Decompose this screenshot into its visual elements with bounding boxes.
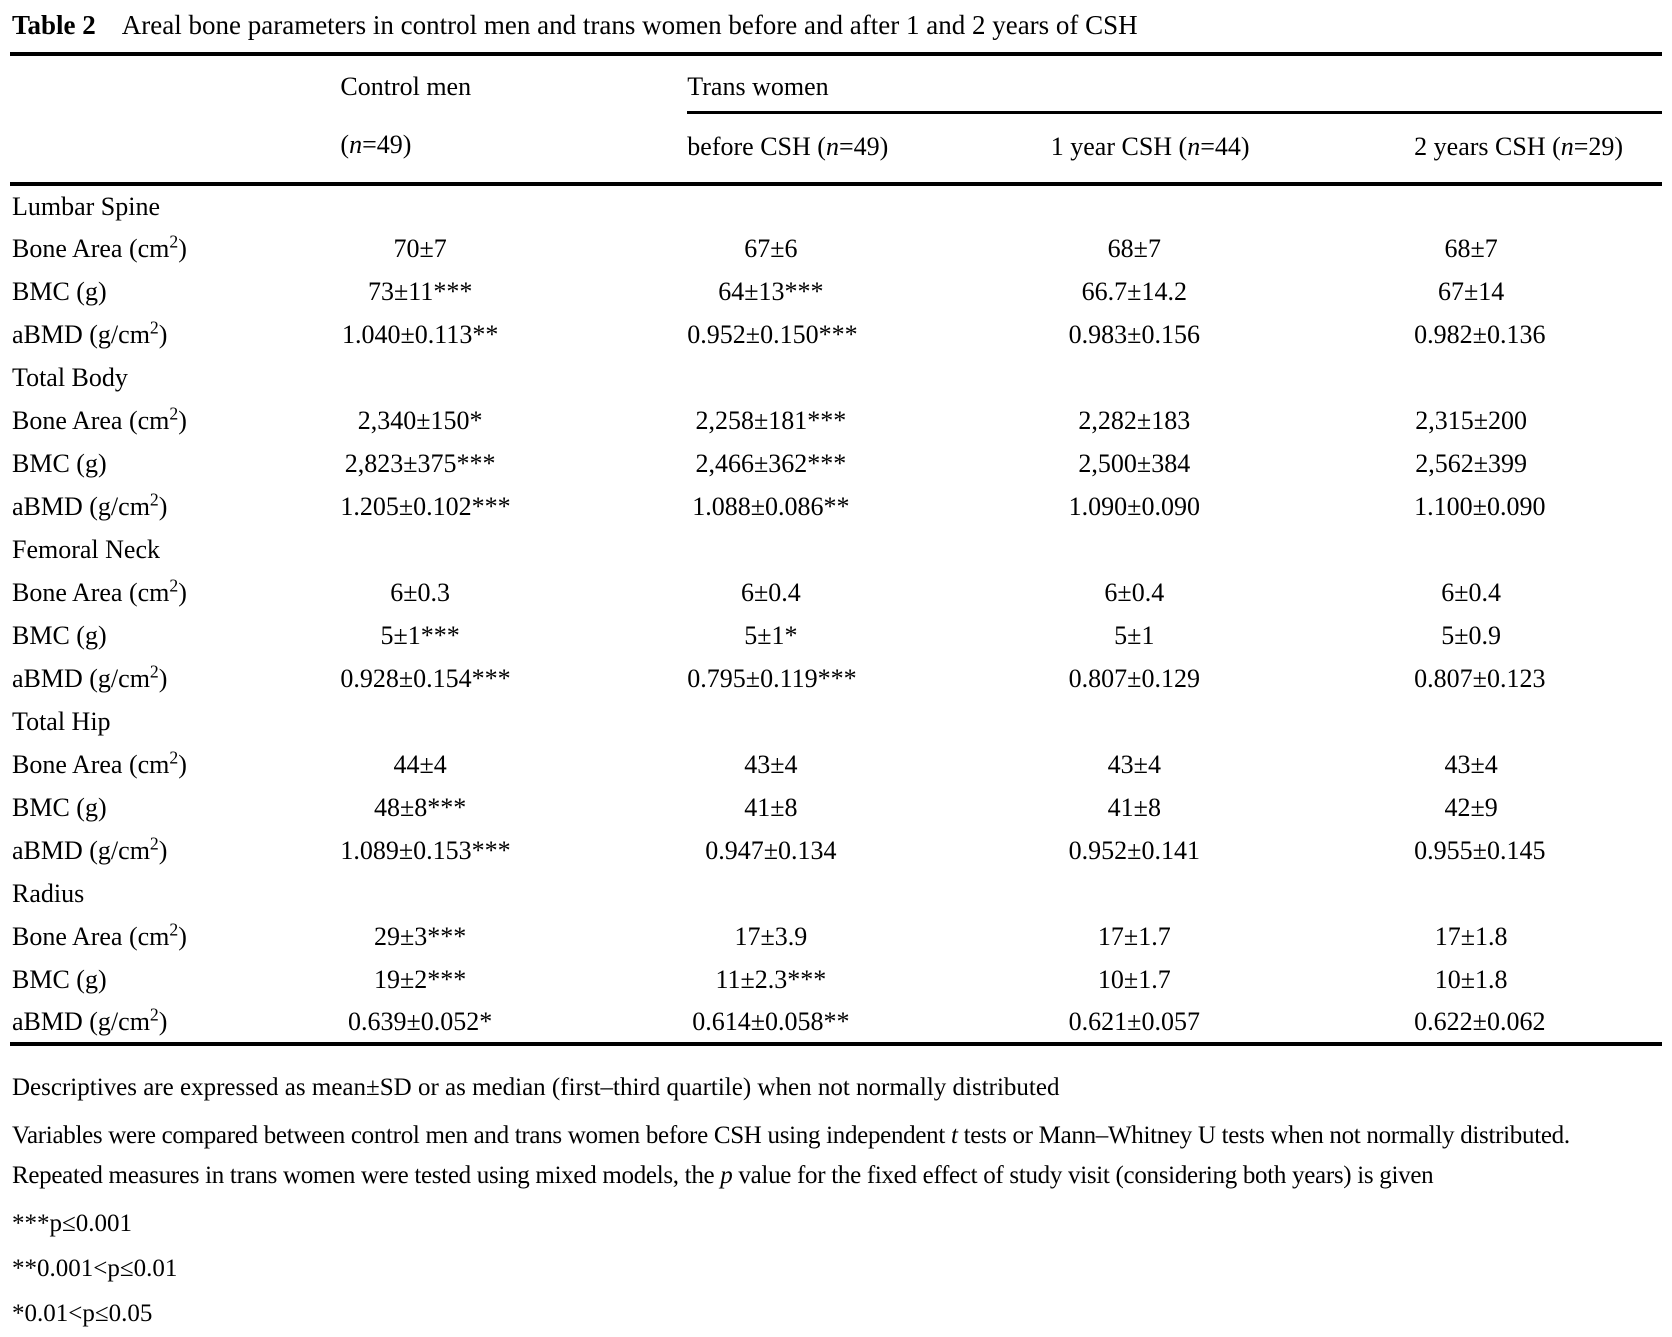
- value-cell: [340, 1001, 687, 1044]
- value-cell: [1414, 399, 1662, 442]
- section-name: Total Body: [12, 362, 128, 392]
- row-label-text: Bone Area (cm: [12, 577, 170, 607]
- text-segment: (: [340, 130, 350, 159]
- empty-corner-cell: [10, 54, 340, 112]
- cell-value: 0.621±0.057: [1068, 1006, 1200, 1036]
- value-cell: [1414, 786, 1662, 829]
- row-label-superscript: 2: [169, 574, 179, 595]
- cell-value: 2,258±181***: [695, 405, 847, 435]
- row-label: [10, 485, 340, 528]
- row-label: [10, 442, 340, 485]
- row-label-text: aBMD (g/cm: [12, 491, 150, 521]
- table-row: [10, 786, 1662, 829]
- row-label-text: BMC (g): [12, 276, 107, 306]
- row-label: [10, 227, 340, 270]
- row-label-text: ): [158, 663, 168, 693]
- cell-value: 1.040±0.113**: [342, 319, 499, 349]
- table-row: [10, 915, 1662, 958]
- value-cell: [1051, 571, 1414, 614]
- cell-value: 1.205±0.102***: [340, 491, 511, 521]
- cell-value: 5±0.9: [1441, 620, 1502, 650]
- cell-value: 2,500±384: [1078, 448, 1191, 478]
- two-years-csh-header: [1414, 112, 1662, 184]
- cell-value: 11±2.3***: [715, 964, 827, 994]
- text-segment: before CSH (: [687, 131, 826, 161]
- text-segment: 2 years CSH (: [1414, 131, 1561, 161]
- cell-value: 2,823±375***: [344, 448, 496, 478]
- value-cell: [1414, 958, 1662, 1001]
- row-label-text: Bone Area (cm: [12, 405, 170, 435]
- italic-text-segment: t: [950, 1122, 958, 1149]
- cell-value: 2,282±183: [1078, 405, 1191, 435]
- value-cell: [1414, 743, 1662, 786]
- value-cell: [1414, 915, 1662, 958]
- row-label-superscript: 2: [169, 230, 179, 251]
- value-cell: [1051, 915, 1414, 958]
- table-row: [10, 442, 1662, 485]
- value-cell: [1414, 442, 1662, 485]
- cell-value: 0.639±0.052*: [348, 1006, 493, 1036]
- value-cell: [1051, 657, 1414, 700]
- section-name: Lumbar Spine: [12, 191, 161, 221]
- row-label-text: aBMD (g/cm: [12, 319, 150, 349]
- value-cell: [687, 657, 1050, 700]
- value-cell: [687, 958, 1050, 1001]
- section-header-row: [10, 872, 1662, 915]
- cell-value: 1.089±0.153***: [340, 835, 511, 865]
- trans-women-group-header: [687, 54, 1662, 112]
- cell-value: 70±7: [393, 233, 447, 263]
- value-cell: [687, 743, 1050, 786]
- row-label: [10, 829, 340, 872]
- text-segment: =49): [838, 131, 889, 161]
- row-label-superscript: 2: [149, 660, 159, 681]
- before-csh-header: [687, 112, 1050, 184]
- cell-value: 41±8: [1107, 792, 1161, 822]
- cell-value: 17±1.8: [1434, 921, 1508, 951]
- text-segment: =49): [362, 130, 412, 159]
- row-label: [10, 1001, 340, 1044]
- value-cell: [1414, 571, 1662, 614]
- footnote-methods: [12, 1116, 1660, 1196]
- row-label-text: ): [158, 491, 168, 521]
- row-label: [10, 399, 340, 442]
- cell-value: 2,340±150*: [357, 405, 483, 435]
- row-label-superscript: 2: [149, 832, 159, 853]
- value-cell: [1414, 227, 1662, 270]
- italic-text-segment: n: [1560, 131, 1574, 161]
- value-cell: [340, 227, 687, 270]
- cell-value: 0.982±0.136: [1414, 319, 1546, 349]
- cell-value: 29±3***: [374, 921, 467, 951]
- cell-value: 1.090±0.090: [1068, 491, 1200, 521]
- cell-value: 2,466±362***: [695, 448, 847, 478]
- cell-value: 6±0.3: [390, 577, 451, 607]
- section-name: Total Hip: [12, 706, 111, 736]
- value-cell: [340, 313, 687, 356]
- value-cell: [687, 614, 1050, 657]
- section-name: Radius: [12, 878, 85, 908]
- value-cell: [1051, 270, 1414, 313]
- cell-value: 1.088±0.086**: [692, 491, 850, 521]
- row-label: [10, 270, 340, 313]
- cell-value: 0.955±0.145: [1414, 835, 1546, 865]
- value-cell: [687, 485, 1050, 528]
- row-label: [10, 786, 340, 829]
- row-label-superscript: 2: [169, 746, 179, 767]
- value-cell: [340, 571, 687, 614]
- cell-value: 0.952±0.141: [1068, 835, 1200, 865]
- value-cell: [687, 227, 1050, 270]
- row-label-text: aBMD (g/cm: [12, 835, 150, 865]
- value-cell: [687, 399, 1050, 442]
- cell-value: 43±4: [744, 749, 798, 779]
- value-cell: [687, 313, 1050, 356]
- table-row: [10, 227, 1662, 270]
- table-row: [10, 743, 1662, 786]
- table-caption-text: Areal bone parameters in control men and trans women before and after 1 and 2 years of CSH: [121, 10, 1138, 40]
- value-cell: [340, 915, 687, 958]
- cell-value: 66.7±14.2: [1081, 276, 1187, 306]
- cell-value: 17±3.9: [734, 921, 808, 951]
- value-cell: [340, 786, 687, 829]
- footnote-significance-001: ***p≤0.001: [12, 1210, 132, 1237]
- cell-value: 0.928±0.154***: [340, 663, 511, 693]
- cell-value: 48±8***: [374, 792, 467, 822]
- cell-value: 41±8: [744, 792, 798, 822]
- value-cell: [340, 829, 687, 872]
- table-row: [10, 829, 1662, 872]
- cell-value: 0.807±0.123: [1414, 663, 1546, 693]
- italic-text-segment: n: [349, 130, 363, 159]
- table-row: [10, 485, 1662, 528]
- cell-value: 0.614±0.058**: [692, 1006, 850, 1036]
- value-cell: [340, 657, 687, 700]
- table-row: [10, 614, 1662, 657]
- row-label-superscript: 2: [149, 1003, 159, 1024]
- cell-value: 73±11***: [368, 276, 473, 306]
- value-cell: [1414, 270, 1662, 313]
- cell-value: 6±0.4: [740, 577, 801, 607]
- cell-value: 6±0.4: [1441, 577, 1502, 607]
- table-row: [10, 399, 1662, 442]
- value-cell: [1414, 485, 1662, 528]
- cell-value: 6±0.4: [1104, 577, 1165, 607]
- section-header-row: [10, 184, 1662, 227]
- footnote-descriptives: Descriptives are expressed as mean±SD or as median (first–third quartile) when not normally distributed: [12, 1074, 1060, 1101]
- cell-value: 68±7: [1444, 233, 1498, 263]
- value-cell: [340, 270, 687, 313]
- cell-value: 19±2***: [374, 964, 467, 994]
- cell-value: 67±6: [744, 233, 798, 263]
- table-row: [10, 313, 1662, 356]
- section-name: Femoral Neck: [12, 534, 161, 564]
- value-cell: [687, 829, 1050, 872]
- row-label-text: Bone Area (cm: [12, 233, 170, 263]
- cell-value: 67±14: [1438, 276, 1505, 306]
- row-label-text: BMC (g): [12, 964, 107, 994]
- value-cell: [1051, 743, 1414, 786]
- value-cell: [687, 270, 1050, 313]
- footnote-significance-01: **0.001<p≤0.01: [12, 1255, 178, 1282]
- value-cell: [687, 571, 1050, 614]
- text-segment: Variables were compared between control men and trans women before CSH using independent: [12, 1122, 951, 1149]
- table-row: [10, 958, 1662, 1001]
- row-label-text: ): [178, 405, 187, 435]
- row-label-text: Bone Area (cm: [12, 921, 170, 951]
- row-label: [10, 571, 340, 614]
- footnote-significance-05: *0.01<p≤0.05: [12, 1300, 153, 1327]
- cell-value: 42±9: [1444, 792, 1498, 822]
- value-cell: [340, 399, 687, 442]
- bone-parameters-table: [10, 52, 1662, 1046]
- cell-value: 44±4: [393, 749, 447, 779]
- table-caption: [10, 0, 1662, 52]
- value-cell: [1414, 657, 1662, 700]
- row-label-superscript: 2: [149, 316, 159, 337]
- one-year-csh-header: [1051, 112, 1414, 184]
- value-cell: [1414, 313, 1662, 356]
- value-cell: [340, 485, 687, 528]
- row-label-superscript: 2: [169, 402, 179, 423]
- control-men-group-header: Control men: [340, 72, 472, 101]
- table-header: [10, 54, 1662, 184]
- table-row: [10, 1001, 1662, 1044]
- cell-value: 0.807±0.129: [1068, 663, 1200, 693]
- cell-value: 43±4: [1107, 749, 1161, 779]
- control-n-header: [340, 112, 687, 184]
- table-footnotes: [10, 1046, 1662, 1334]
- text-segment: =44): [1200, 131, 1250, 161]
- value-cell: [340, 743, 687, 786]
- subheader-row: [10, 112, 1662, 184]
- row-label-superscript: 2: [149, 488, 159, 509]
- row-label-text: BMC (g): [12, 792, 107, 822]
- cell-value: 1.100±0.090: [1414, 491, 1546, 521]
- value-cell: [1051, 399, 1414, 442]
- row-label: [10, 915, 340, 958]
- row-label-superscript: 2: [169, 918, 179, 939]
- trans-women-label: Trans women: [687, 72, 829, 101]
- table-body: [10, 184, 1662, 1044]
- cell-value: 5±1*: [744, 620, 798, 650]
- cell-value: 17±1.7: [1097, 921, 1171, 951]
- row-label-text: ): [178, 577, 187, 607]
- empty-subheader-cell: [10, 112, 340, 184]
- value-cell: [340, 442, 687, 485]
- table-number-label: Table 2: [12, 10, 96, 40]
- row-label-text: Bone Area (cm: [12, 749, 170, 779]
- table-row: [10, 571, 1662, 614]
- value-cell: [340, 958, 687, 1001]
- italic-text-segment: n: [1187, 131, 1201, 161]
- value-cell: [1051, 485, 1414, 528]
- cell-value: 43±4: [1444, 749, 1498, 779]
- value-cell: [1051, 786, 1414, 829]
- row-label-text: aBMD (g/cm: [12, 1006, 150, 1036]
- value-cell: [1414, 829, 1662, 872]
- row-label: [10, 614, 340, 657]
- value-cell: [687, 915, 1050, 958]
- row-label: [10, 313, 340, 356]
- cell-value: 0.983±0.156: [1068, 319, 1200, 349]
- value-cell: [1414, 1001, 1662, 1044]
- table-row: [10, 270, 1662, 313]
- table-row: [10, 657, 1662, 700]
- row-label-text: aBMD (g/cm: [12, 663, 150, 693]
- cell-value: 64±13***: [718, 276, 824, 306]
- row-label-text: ): [178, 921, 187, 951]
- value-cell: [1414, 614, 1662, 657]
- row-label: [10, 657, 340, 700]
- value-cell: [687, 786, 1050, 829]
- cell-value: 5±1: [1114, 620, 1155, 650]
- value-cell: [1051, 227, 1414, 270]
- cell-value: 0.947±0.134: [705, 835, 837, 865]
- cell-value: 0.622±0.062: [1414, 1006, 1546, 1036]
- value-cell: [340, 614, 687, 657]
- cell-value: 10±1.8: [1434, 964, 1508, 994]
- value-cell: [687, 442, 1050, 485]
- value-cell: [1051, 1001, 1414, 1044]
- cell-value: 2,562±399: [1415, 448, 1528, 478]
- cell-value: 68±7: [1107, 233, 1161, 263]
- section-header-row: [10, 528, 1662, 571]
- text-segment: value for the fixed effect of study visit (considering both years) is given: [732, 1162, 1434, 1189]
- row-label: [10, 958, 340, 1001]
- value-cell: [1051, 313, 1414, 356]
- row-label-text: ): [158, 319, 168, 349]
- cell-value: 5±1***: [380, 620, 460, 650]
- row-label: [10, 743, 340, 786]
- text-segment: 1 year CSH (: [1050, 131, 1188, 161]
- row-label-text: ): [178, 233, 187, 263]
- section-header-row: [10, 356, 1662, 399]
- row-label-text: BMC (g): [12, 448, 107, 478]
- cell-value: 0.795±0.119***: [687, 663, 857, 693]
- row-label-text: BMC (g): [12, 620, 107, 650]
- value-cell: [1051, 614, 1414, 657]
- section-header-row: [10, 700, 1662, 743]
- text-segment: tests or Mann–Whitney U tests when not normally distributed. Repeated measures in trans women were tested using mixed models, the: [12, 1122, 1570, 1189]
- cell-value: 2,315±200: [1415, 405, 1528, 435]
- value-cell: [1051, 829, 1414, 872]
- italic-text-segment: p: [720, 1162, 733, 1189]
- row-label-text: ): [178, 749, 187, 779]
- value-cell: [1051, 958, 1414, 1001]
- row-label-text: ): [158, 835, 168, 865]
- cell-value: 0.952±0.150***: [687, 319, 858, 349]
- row-label-text: ): [158, 1006, 168, 1036]
- group-header-row: [10, 54, 1662, 112]
- value-cell: [687, 1001, 1050, 1044]
- text-segment: =29): [1573, 131, 1624, 161]
- value-cell: [1051, 442, 1414, 485]
- cell-value: 10±1.7: [1097, 964, 1171, 994]
- italic-text-segment: n: [825, 131, 839, 161]
